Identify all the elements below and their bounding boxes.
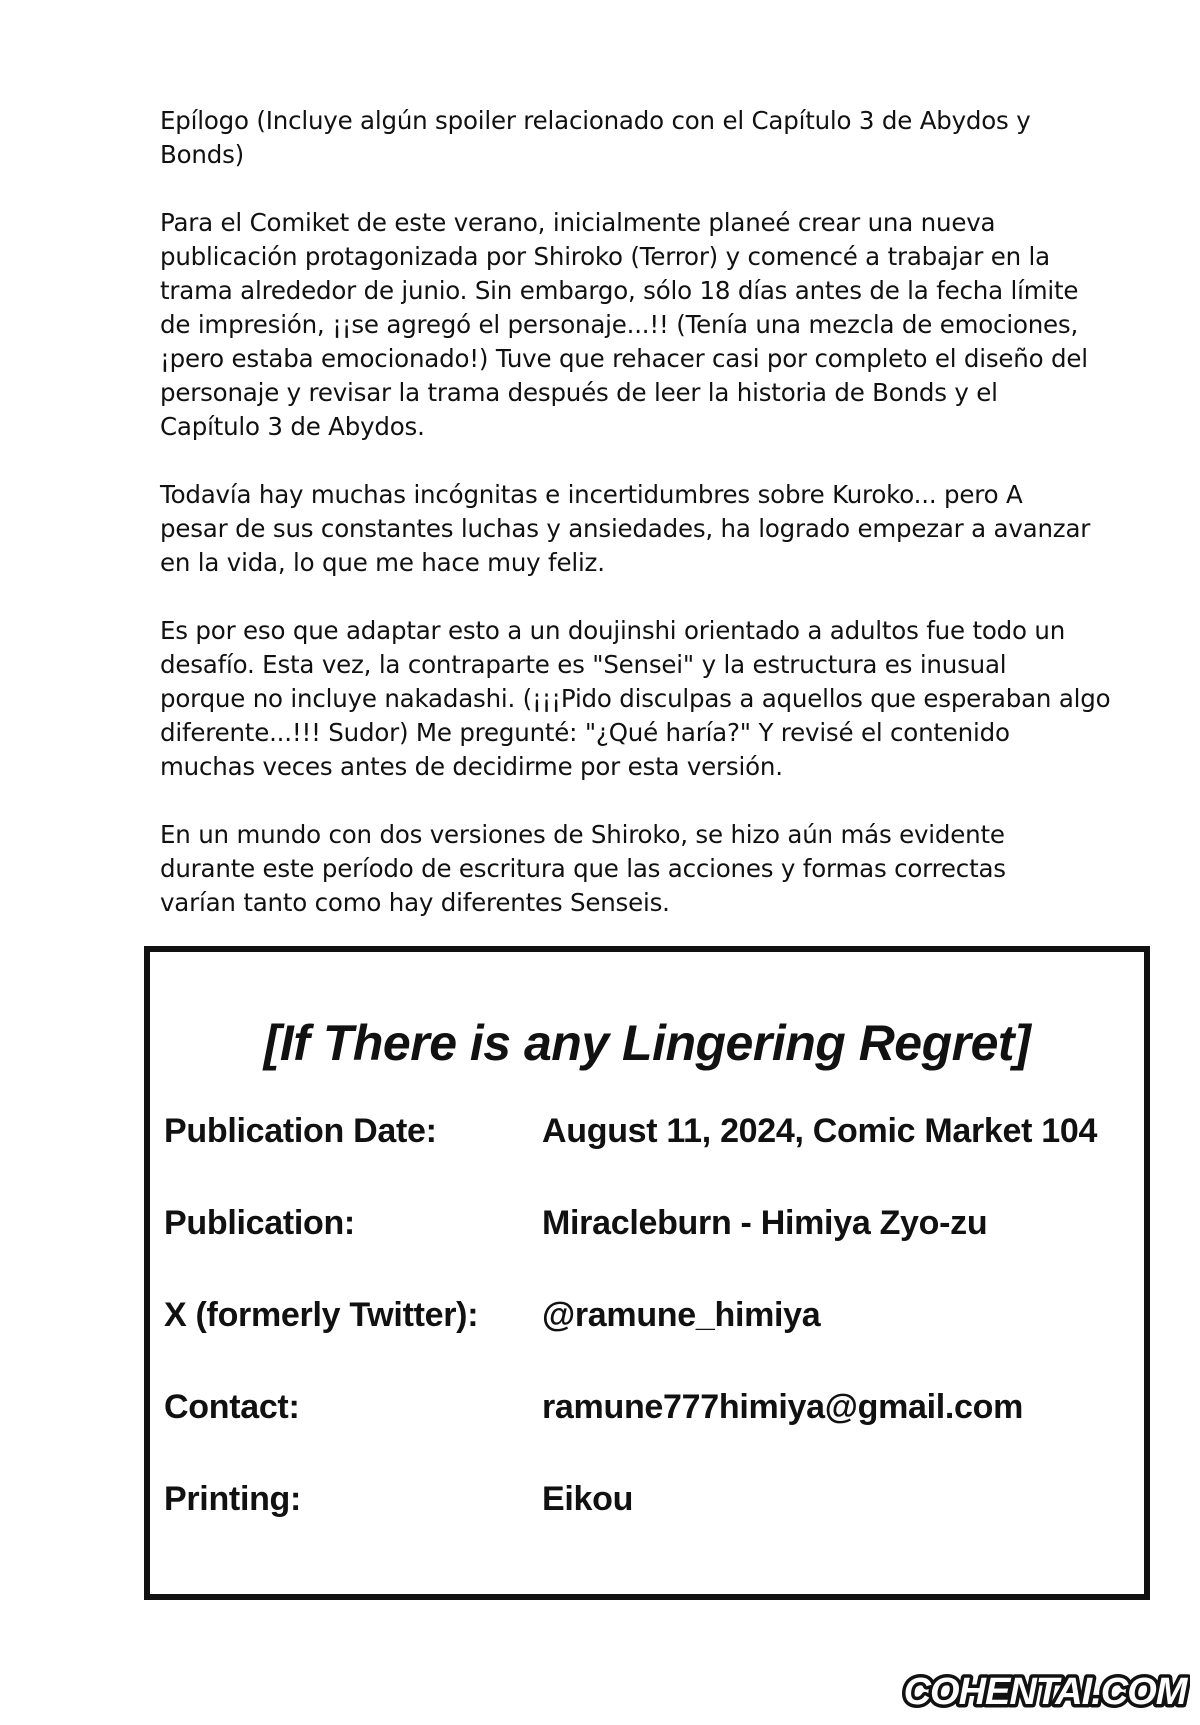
text-line: Es por eso que adaptar esto a un doujinshi orientado a adultos fue todo un — [160, 616, 1066, 645]
colophon-box — [144, 946, 1150, 1600]
printing-value: Eikou — [542, 1480, 634, 1518]
publication-date-value: August 11, 2024, Comic Market 104 — [542, 1112, 1098, 1150]
text-line: desafío. Esta vez, la contraparte es "Sensei" y la estructura es inusual — [160, 650, 1007, 679]
epilogue-paragraph-1 — [160, 206, 1160, 444]
text-line: Bonds) — [160, 140, 244, 169]
text-line: pesar de sus constantes luchas y ansiedades, ha logrado empezar a avanzar — [160, 514, 1091, 543]
text-line: muchas veces antes de decidirme por esta versión. — [160, 752, 783, 781]
text-line: Capítulo 3 de Abydos. — [160, 412, 425, 441]
watermark-text: COHENTAI.COM — [903, 1671, 1187, 1713]
epilogue-paragraph-4 — [160, 818, 1160, 920]
watermark-logo — [900, 1662, 1190, 1718]
text-line: porque no incluye nakadashi. (¡¡¡Pido disculpas a aquellos que esperaban algo — [160, 684, 1111, 713]
publication-date-label: Publication Date: — [164, 1112, 437, 1150]
text-line: durante este período de escritura que las acciones y formas correctas — [160, 854, 1006, 883]
text-line: Epílogo (Incluye algún spoiler relacionado con el Capítulo 3 de Abydos y — [160, 106, 1031, 135]
twitter-handle: @ramune_himiya — [542, 1296, 821, 1334]
epilogue-paragraph-3 — [160, 614, 1160, 784]
text-line: diferente...!!! Sudor) Me pregunté: "¿Qué haría?" Y revisé el contenido — [160, 718, 1010, 747]
epilogue-paragraph-2 — [160, 478, 1160, 580]
text-line: personaje y revisar la trama después de leer la historia de Bonds y el — [160, 378, 998, 407]
text-line: Para el Comiket de este verano, inicialmente planeé crear una nueva — [160, 208, 996, 237]
text-line: varían tanto como hay diferentes Senseis. — [160, 888, 670, 917]
text-line: En un mundo con dos versiones de Shiroko, se hizo aún más evidente — [160, 820, 1005, 849]
contact-label: Contact: — [164, 1388, 300, 1426]
text-line: trama alrededor de junio. Sin embargo, sólo 18 días antes de la fecha límite — [160, 276, 1079, 305]
publication-value: Miracleburn - Himiya Zyo-zu — [542, 1204, 988, 1242]
twitter-label: X (formerly Twitter): — [164, 1296, 479, 1334]
publication-label: Publication: — [164, 1204, 355, 1242]
text-line: en la vida, lo que me hace muy feliz. — [160, 548, 605, 577]
text-line: ¡pero estaba emocionado!) Tuve que rehacer casi por completo el diseño del — [160, 344, 1088, 373]
text-line: publicación protagonizada por Shiroko (Terror) y comencé a trabajar en la — [160, 242, 1050, 271]
printing-label: Printing: — [164, 1480, 302, 1518]
colophon-title: [If There is any Lingering Regret] — [263, 1015, 1031, 1071]
text-line: de impresión, ¡¡se agregó el personaje...!! (Tenía una mezcla de emociones, — [160, 310, 1079, 339]
text-line: Todavía hay muchas incógnitas e incertidumbres sobre Kuroko... pero A — [160, 480, 1023, 509]
epilogue-text — [160, 104, 1160, 954]
epilogue-heading — [160, 104, 1160, 172]
contact-email: ramune777himiya@gmail.com — [542, 1388, 1024, 1426]
